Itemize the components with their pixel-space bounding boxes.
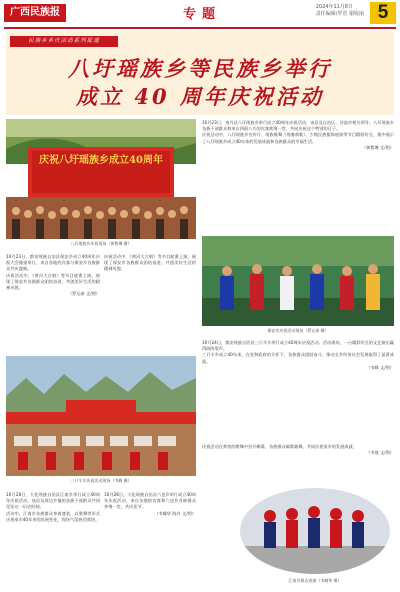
date-line: 2024年11月8日 — [315, 4, 353, 10]
editor-line: 责任编辑/罗浩 谢妮丽 — [315, 11, 364, 17]
photo-caption: 保安乡庆祝活动现场（罗运泰 摄） — [267, 328, 329, 333]
article-paragraph: 10月24日，都安瑶族自治县三只羊乡举行成立40周年庆祝活动。活动现场，一台精彩纷呈的文艺演出赢得阵阵掌声。 — [202, 340, 394, 352]
article-paragraph: 庆祝活动中，《黄河大合唱》等节目轮番上演，展现了保安乡各族群众团结奋进、共创美好生活的精神风貌。 — [104, 254, 196, 272]
article-credit: （韦峰华 陈丹 文/图） — [154, 510, 196, 516]
headline-line-1: 八圩瑶族乡等民族乡举行 — [68, 56, 332, 81]
paper-name: 广西民族报 — [4, 4, 66, 22]
article-paragraph: 三只羊乡成立40年来，在党和政府的关怀下，各族群众团结奋斗，推动全乡经济社会发展取得了显著成就。 — [202, 352, 394, 364]
article-bayu — [202, 120, 394, 230]
section-title: 专题 — [182, 7, 221, 22]
date-editor-block — [316, 4, 364, 18]
series-tag: 民族乡乡庆活动系列报道 — [10, 36, 118, 47]
stage-banner-text: 庆祝八圩瑶族乡成立40周年 — [39, 155, 163, 166]
article-credit: （韦建 文/图） — [366, 450, 394, 456]
article-baoan — [6, 254, 100, 354]
article-sanzhiyang — [202, 340, 394, 440]
article-liuye — [202, 444, 394, 484]
article-credit: （黄紫琳 文/图） — [361, 144, 394, 150]
headline-line-2: 成立 40 周年庆祝活动 — [76, 84, 324, 109]
article-paragraph: 庆祝活动在欢快的歌舞中拉开帷幕，各族群众载歌载舞，共同庆祝家乡的发展成就。 — [202, 444, 357, 449]
photo-bayu-celebration — [6, 119, 196, 239]
masthead — [0, 0, 400, 26]
article-paragraph: 庆祝活动中，八圩瑶族乡宣传片、瑶族歌舞《瑶寨欢歌》、少数民族服饰展演等节目精彩纷呈，集中展示了八圩瑶族乡成立40年来的发展成就和各族群众的幸福生活。 — [202, 132, 394, 144]
article-paragraph: 庆祝活动中，《黄河大合唱》等节目轮番上演，展现了保安乡各族群众团结奋进、共创美好生活的精神风貌。 — [6, 272, 100, 291]
article-paragraph: 活动中，江南乡各族群众身着盛装，以歌舞等形式庆祝家乡40年来的发展变化，现场气氛热烈欢快。 — [6, 510, 100, 522]
photo-caption: 八圩瑶族乡庆祝现场（黄紫琳 摄） — [70, 241, 132, 246]
photo-caption: 江南乡群众表演（韦峰华 摄） — [288, 578, 342, 583]
article-paragraph: 10月23日，南丹县八圩瑶族乡举行成立40周年庆祝活动，该县及自治区、河池市相关领导，八圩瑶族乡各族干部群众和来自四面八方的宾客欢聚一堂，共同庆祝这个特别的日子。 — [202, 120, 394, 132]
photo-jiangnan-dancers — [240, 488, 390, 574]
article-paragraph: 10月23日，都安瑶族自治县保安乡成立40周年庆祝大会隆重举行，来自各地的宾客与保安乡各族群众共庆盛典。 — [6, 254, 100, 272]
headline-block — [6, 31, 394, 115]
article-jiangnan-cont — [104, 492, 196, 586]
article-jiangnan — [6, 492, 100, 586]
masthead-rule — [4, 27, 396, 29]
article-credit: （韦峰 文/图） — [366, 364, 394, 370]
page-number: 5 — [370, 2, 396, 24]
article-paragraph: 10月28日，大化瑶族自治县六也乡举行成立40周年庆祝活动，来自各地的宾客和六也乡各族群众齐聚一堂，共庆佳节。 — [104, 492, 196, 510]
article-baoan-cont — [104, 254, 196, 354]
photo-baoan-performers — [202, 236, 394, 326]
article-paragraph: 10月28日，大化瑶族自治县江南乡举行成立40周年庆祝活动，该县及周边乡镇的各族干部群众共同见证这一历史时刻。 — [6, 492, 100, 510]
photo-caption: 三只羊乡庆祝活动现场（韦峰 摄） — [70, 478, 132, 483]
article-credit: （罗运泰 文/图） — [67, 291, 100, 297]
photo-sanzhiyang-stage — [6, 356, 196, 476]
